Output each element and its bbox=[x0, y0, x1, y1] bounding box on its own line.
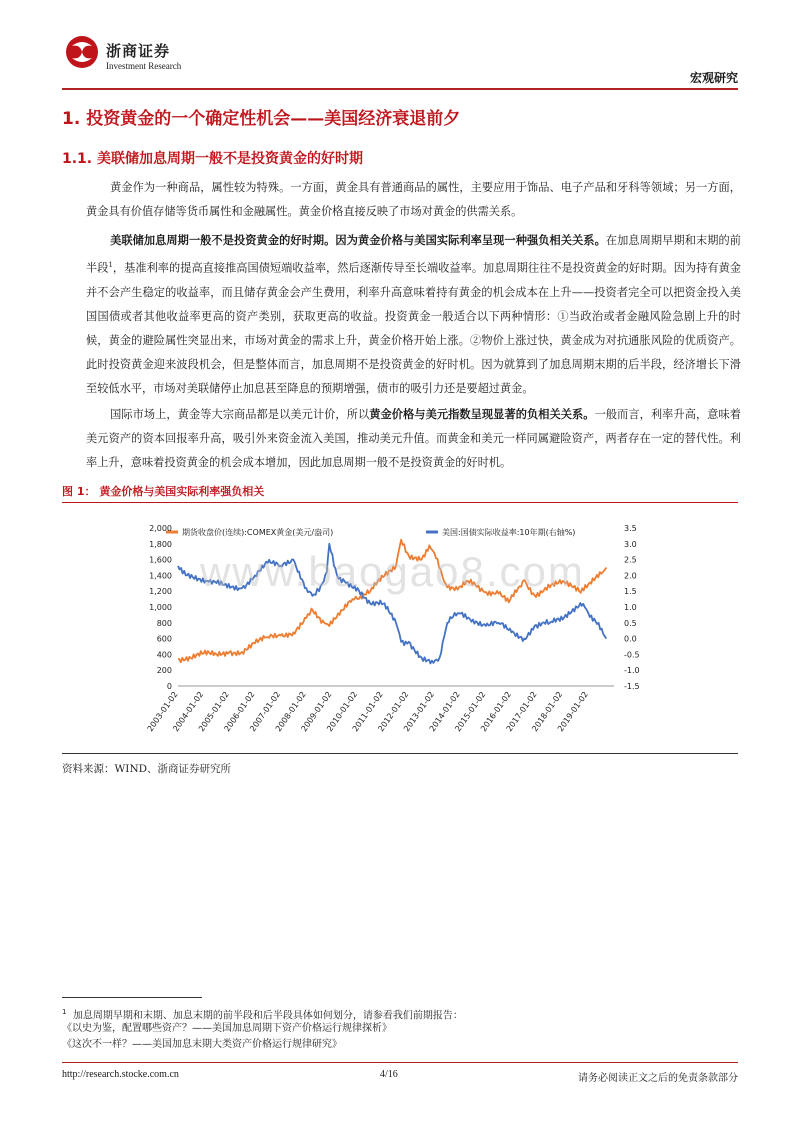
x-tick-label: 2010-01-02 bbox=[325, 689, 360, 734]
x-tick-label: 2019-01-02 bbox=[555, 689, 590, 734]
chart-legend bbox=[166, 527, 575, 537]
y-left-tick-label: 1,200 bbox=[149, 587, 172, 597]
x-axis bbox=[146, 686, 614, 733]
x-tick-label: 2003-01-02 bbox=[145, 689, 180, 734]
section-heading: 1. 投资黄金的一个确定性机会——美国经济衰退前夕 bbox=[62, 109, 461, 129]
footnote-1-text: 加息周期早期和末期、加息末期的前半段和后半段具体如何划分，请参看我们前期报告： bbox=[72, 1010, 463, 1022]
legend-label-rate: 美国:国债实际收益率:10年期(右轴%) bbox=[442, 528, 576, 537]
y-left-tick-label: 2,000 bbox=[149, 524, 172, 533]
y-axis-right bbox=[624, 524, 640, 691]
y-left-tick-label: 0 bbox=[166, 682, 172, 691]
footnote-number: 1 bbox=[62, 1008, 67, 1016]
legend-label-gold: 期货收盘价(连续):COMEX黄金(美元/盎司) bbox=[182, 528, 334, 537]
paragraph-2-bold: 美联储加息周期一般不是投资黄金的好时期。因为黄金价格与美国实际利率呈现一种强负相关关系。 bbox=[110, 233, 606, 247]
x-tick-label: 2017-01-02 bbox=[504, 689, 539, 734]
paragraph-3-text-a: 国际市场上，黄金等大宗商品都是以美元计价，所以 bbox=[110, 408, 370, 421]
footnote-ref[interactable]: 1 bbox=[108, 261, 113, 269]
y-left-tick-label: 1,600 bbox=[149, 555, 172, 565]
paragraph-2 bbox=[86, 228, 741, 401]
y-right-tick-label: -1.0 bbox=[624, 666, 640, 676]
y-right-tick-label: -0.5 bbox=[624, 650, 640, 660]
page-number: 4/16 bbox=[380, 1069, 398, 1080]
figure-source: 资料来源：WIND、浙商证券研究所 bbox=[62, 763, 232, 775]
logo-text-cn: 浙商证券 bbox=[106, 42, 171, 60]
footnote-report-2: 《这次不一样？——美国加息末期大类资产价格运行规律研究》 bbox=[62, 1039, 342, 1050]
x-tick-label: 2013-01-02 bbox=[402, 689, 437, 734]
paragraph-1 bbox=[86, 176, 741, 224]
y-right-tick-label: 2.0 bbox=[624, 571, 637, 581]
figure-divider bbox=[62, 502, 738, 503]
y-axis-left bbox=[149, 524, 172, 691]
paragraph-2-text-b: ，基准利率的提高直接推高国债短端收益率，然后逐渐传导至长端收益率。加息周期往往不是投资黄金的好时期。因为持有黄金并不会产生稳定的收益率，而且储存黄金会产生费用，利率升高意味着持有黄金的机会成本在上升——投资者完全可以把资金投入美国国债或者其他收益率更高的资产类别，获取更高的收益。投资黄金一般适合以下两种情形：①当政治或者金融风险急剧上升的时候，黄金的避险属性突显出来，市场对黄金的需求上升，黄金价格开始上涨。②物价上涨过快，黄金成为对抗通胀风险的优质资产。此时投资黄金迎来波段机会，但是整体而言，加息周期不是投资黄金的好时机。因为就算到了加息周期末期的后半段，经济增长下滑至较低水平，市场对美联储停止加息甚至降息的预期增强，债市的吸引力还是要超过黄金。 bbox=[86, 261, 741, 395]
paragraph-3-text-b: 一般而言，利率升高，意味着美元资产的资本回报率升高，吸引外来资金流入美国，推动美元升值。而黄金和美元一样同属避险资产，两者存在一定的替代性。利率上升，意味着投资黄金的机会成本增加，因此加息周期一般不是投资黄金的好时机。 bbox=[86, 408, 741, 469]
y-left-tick-label: 1,400 bbox=[149, 571, 172, 581]
y-right-tick-label: 3.0 bbox=[624, 539, 637, 549]
figure-title: 图 1： 黄金价格与美国实际利率强负相关 bbox=[62, 485, 265, 498]
footnote-divider bbox=[62, 997, 202, 998]
y-right-tick-label: 3.5 bbox=[624, 524, 637, 533]
y-left-tick-label: 600 bbox=[156, 634, 172, 644]
x-tick-label: 2016-01-02 bbox=[479, 689, 514, 734]
paragraph-1-text: 黄金作为一种商品，属性较为特殊。一方面，黄金具有普通商品的属性，主要应用于饰品、电子产品和牙科等领域；另一方面，黄金具有价值存储等货币属性和金融属性。黄金价格直接反映了市场对黄金的供需关系。 bbox=[86, 181, 741, 218]
logo-text-en: Investment Research bbox=[106, 61, 182, 71]
footer-disclaimer: 请务必阅读正文之后的免责条款部分 bbox=[578, 1073, 738, 1084]
footnote-report-1: 《以史为鉴，配置哪些资产？——美国加息周期下资产价格运行规律探析》 bbox=[62, 1023, 392, 1034]
x-tick-label: 2006-01-02 bbox=[222, 689, 257, 734]
source-divider bbox=[62, 753, 738, 754]
footer-divider bbox=[62, 1062, 738, 1063]
x-tick-label: 2015-01-02 bbox=[453, 689, 488, 734]
watermark: www.baogao8.com bbox=[200, 548, 585, 595]
y-left-tick-label: 400 bbox=[156, 650, 172, 660]
y-right-tick-label: 1.0 bbox=[624, 603, 637, 612]
x-tick-label: 2007-01-02 bbox=[248, 689, 283, 734]
x-tick-label: 2004-01-02 bbox=[171, 689, 206, 734]
y-left-tick-label: 800 bbox=[156, 618, 172, 628]
y-right-tick-label: -1.5 bbox=[624, 682, 640, 691]
y-left-tick-label: 1,000 bbox=[149, 603, 172, 612]
x-tick-label: 2011-01-02 bbox=[350, 689, 385, 734]
x-tick-label: 2005-01-02 bbox=[196, 689, 231, 734]
x-tick-label: 2014-01-02 bbox=[427, 689, 462, 734]
y-right-tick-label: 0.0 bbox=[624, 634, 637, 644]
logo-icon bbox=[62, 34, 102, 70]
section-label: 宏观研究 bbox=[689, 71, 738, 85]
y-right-tick-label: 1.5 bbox=[624, 587, 637, 597]
y-right-tick-label: 2.5 bbox=[624, 555, 637, 565]
header-divider bbox=[62, 88, 738, 90]
y-left-tick-label: 200 bbox=[156, 666, 172, 676]
footer-url[interactable]: http://research.stocke.com.cn bbox=[62, 1069, 179, 1080]
x-tick-label: 2012-01-02 bbox=[376, 689, 411, 734]
paragraph-3-bold: 黄金价格与美元指数呈现显著的负相关关系。 bbox=[369, 407, 595, 421]
x-tick-label: 2009-01-02 bbox=[299, 689, 334, 734]
paragraph-3 bbox=[86, 402, 741, 475]
y-right-tick-label: 0.5 bbox=[624, 618, 637, 628]
paragraph-2-text-a: 在加息周期早期和末期的前半段 bbox=[86, 234, 741, 275]
x-tick-label: 2008-01-02 bbox=[273, 689, 308, 734]
subsection-heading: 1.1. 美联储加息周期一般不是投资黄金的好时期 bbox=[62, 151, 363, 167]
x-tick-label: 2018-01-02 bbox=[530, 689, 565, 734]
y-left-tick-label: 1,800 bbox=[149, 539, 172, 549]
